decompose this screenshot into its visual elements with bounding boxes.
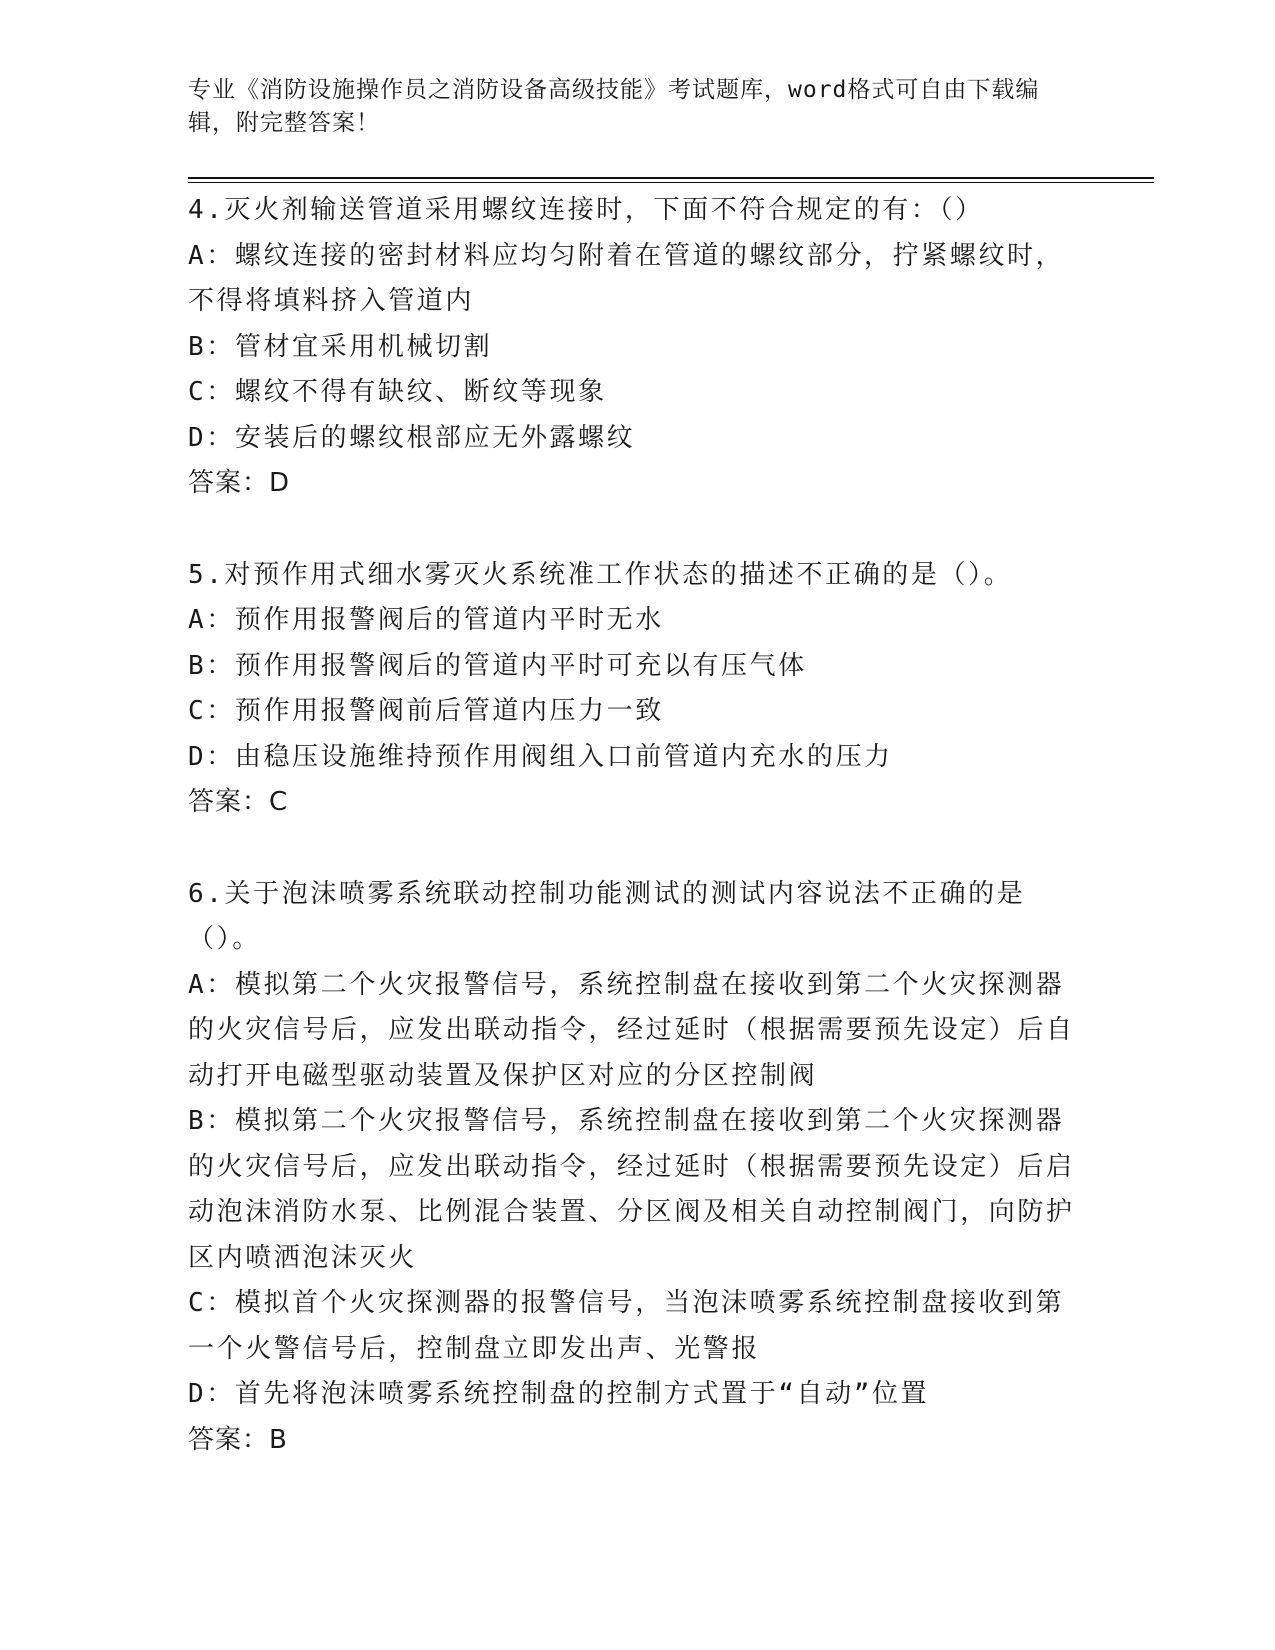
option-d: D：安装后的螺纹根部应无外露螺纹: [188, 422, 636, 453]
option-c: C：预作用报警阀前后管道内压力一致: [188, 696, 664, 726]
answer: 答案：D: [188, 468, 291, 498]
option-c: C：模拟首个火灾探测器的报警信号，当泡沫喷雾系统控制盘接收到第一个火警信号后，控制盘立即发出声、光警报: [188, 1288, 1065, 1364]
option-a: A：预作用报警阀后的管道内平时无水: [188, 605, 664, 635]
document-header: [188, 74, 1068, 140]
option-d: D：首先将泡沫喷雾系统控制盘的控制方式置于“自动”位置: [188, 1379, 930, 1409]
question-stem: 5.对预作用式细水雾灭火系统准工作状态的描述不正确的是（）。: [188, 559, 1013, 590]
question-6: [188, 872, 1078, 1464]
question-list: [188, 188, 1078, 1463]
header-divider-thin: [188, 182, 1154, 183]
option-b: B：预作用报警阀后的管道内平时可充以有压气体: [188, 650, 807, 681]
option-a: A：螺纹连接的密封材料应均匀附着在管道的螺纹部分，拧紧螺纹时，不得将填料挤入管道内: [188, 240, 1065, 316]
header-line-2: 辑，附完整答案！: [188, 110, 380, 136]
answer: 答案：C: [188, 787, 289, 817]
option-b: B：管材宜采用机械切割: [188, 331, 493, 362]
header-divider-thick: [188, 177, 1154, 179]
option-c: C：螺纹不得有缺纹、断纹等现象: [188, 377, 607, 407]
option-d: D：由稳压设施维持预作用阀组入口前管道内充水的压力: [188, 741, 893, 772]
answer: 答案：B: [188, 1424, 288, 1455]
question-4: [188, 188, 1078, 507]
option-a: A：模拟第二个火灾报警信号，系统控制盘在接收到第二个火灾探测器的火灾信号后，应发出联动指令，经过延时（根据需要预先设定）后自动打开电磁型驱动装置及保护区对应的分区控制阀: [188, 969, 1075, 1091]
question-stem: 4.灭火剂输送管道采用螺纹连接时，下面不符合规定的有：（）: [188, 195, 984, 225]
question-stem: 6.关于泡沫喷雾系统联动控制功能测试的测试内容说法不正确的是（）。: [188, 878, 1026, 954]
header-line-1: 专业《消防设施操作员之消防设备高级技能》考试题库，word格式可自由下载编: [188, 77, 1040, 103]
question-5: [188, 553, 1078, 826]
option-b: B：模拟第二个火灾报警信号，系统控制盘在接收到第二个火灾探测器的火灾信号后，应发出联动指令，经过延时（根据需要预先设定）后启动泡沫消防水泵、比例混合装置、分区阀及相关自动控制阀门，向防护区内喷洒泡沫灭火: [188, 1106, 1075, 1273]
